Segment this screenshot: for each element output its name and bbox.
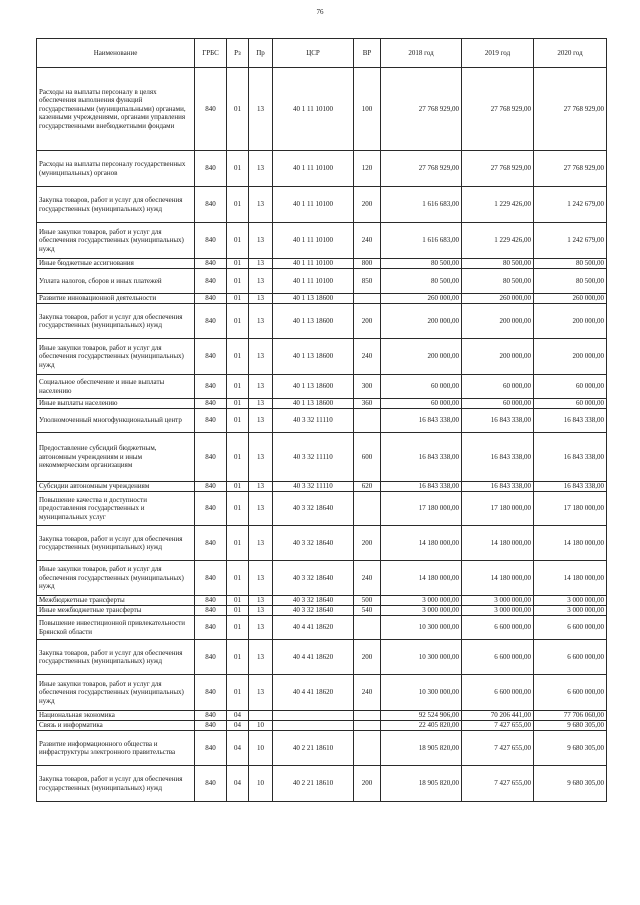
- cell-grbs: 840: [195, 482, 227, 492]
- cell-2020: 14 180 000,00: [534, 526, 607, 561]
- cell-vr: 600: [354, 433, 381, 482]
- cell-2018: 200 000,00: [381, 339, 462, 375]
- cell-name: Связь и информатика: [37, 721, 195, 731]
- cell-pr: 10: [249, 766, 273, 802]
- cell-2018: 16 843 338,00: [381, 433, 462, 482]
- cell-rz: 01: [227, 294, 249, 304]
- cell-name: Иные бюджетные ассигнования: [37, 259, 195, 269]
- cell-2019: 16 843 338,00: [462, 433, 534, 482]
- cell-2018: 27 768 929,00: [381, 151, 462, 187]
- cell-pr: 13: [249, 675, 273, 711]
- cell-csr: 40 1 13 18600: [273, 375, 354, 399]
- cell-vr: 850: [354, 269, 381, 294]
- cell-pr: 13: [249, 492, 273, 526]
- cell-grbs: 840: [195, 721, 227, 731]
- cell-csr: 40 1 13 18600: [273, 399, 354, 409]
- cell-csr: 40 2 21 18610: [273, 766, 354, 802]
- cell-2019: 80 500,00: [462, 259, 534, 269]
- table-body: [37, 68, 607, 802]
- cell-2019: 60 000,00: [462, 399, 534, 409]
- cell-2018: 10 300 000,00: [381, 640, 462, 675]
- cell-vr: 200: [354, 766, 381, 802]
- cell-2019: 27 768 929,00: [462, 151, 534, 187]
- cell-csr: 40 4 41 18620: [273, 640, 354, 675]
- cell-rz: 01: [227, 526, 249, 561]
- cell-csr: 40 1 11 10100: [273, 151, 354, 187]
- cell-rz: 01: [227, 375, 249, 399]
- cell-csr: 40 1 11 10100: [273, 187, 354, 223]
- cell-grbs: 840: [195, 375, 227, 399]
- cell-name: Закупка товаров, работ и услуг для обеспечения государственных (муниципальных) нужд: [37, 187, 195, 223]
- cell-name: Расходы на выплаты персоналу государственных (муниципальных) органов: [37, 151, 195, 187]
- cell-2018: 10 300 000,00: [381, 675, 462, 711]
- cell-name: Национальная экономика: [37, 711, 195, 721]
- cell-2019: 1 229 426,00: [462, 223, 534, 259]
- cell-rz: 01: [227, 68, 249, 151]
- cell-2020: 60 000,00: [534, 375, 607, 399]
- cell-2019: 27 768 929,00: [462, 68, 534, 151]
- cell-vr: [354, 616, 381, 640]
- cell-grbs: 840: [195, 433, 227, 482]
- table-row: [37, 269, 607, 294]
- cell-pr: 13: [249, 526, 273, 561]
- cell-grbs: 840: [195, 399, 227, 409]
- cell-2020: 1 242 679,00: [534, 187, 607, 223]
- cell-name: Социальное обеспечение и иные выплаты населению: [37, 375, 195, 399]
- cell-pr: 13: [249, 304, 273, 339]
- header-rz: Рз: [227, 39, 249, 68]
- cell-name: Повышение качества и доступности предоставления государственных и муниципальных услуг: [37, 492, 195, 526]
- cell-2020: 260 000,00: [534, 294, 607, 304]
- cell-vr: 240: [354, 223, 381, 259]
- cell-vr: 200: [354, 526, 381, 561]
- table-row: [37, 492, 607, 526]
- cell-grbs: 840: [195, 606, 227, 616]
- header-2019: 2019 год: [462, 39, 534, 68]
- cell-pr: 13: [249, 606, 273, 616]
- cell-vr: 800: [354, 259, 381, 269]
- cell-2018: 60 000,00: [381, 399, 462, 409]
- cell-pr: 13: [249, 339, 273, 375]
- cell-name: Закупка товаров, работ и услуг для обеспечения государственных (муниципальных) нужд: [37, 304, 195, 339]
- cell-csr: 40 4 41 18620: [273, 616, 354, 640]
- table-row: [37, 151, 607, 187]
- table-row: [37, 561, 607, 596]
- cell-rz: 04: [227, 731, 249, 766]
- cell-rz: 01: [227, 675, 249, 711]
- cell-pr: 13: [249, 151, 273, 187]
- table-row: [37, 721, 607, 731]
- table-row: [37, 526, 607, 561]
- cell-grbs: 840: [195, 596, 227, 606]
- header-2018: 2018 год: [381, 39, 462, 68]
- cell-vr: 300: [354, 375, 381, 399]
- cell-2018: 22 405 820,00: [381, 721, 462, 731]
- cell-pr: 13: [249, 68, 273, 151]
- cell-2019: 60 000,00: [462, 375, 534, 399]
- cell-pr: 10: [249, 721, 273, 731]
- cell-name: Закупка товаров, работ и услуг для обеспечения государственных (муниципальных) нужд: [37, 526, 195, 561]
- cell-pr: 13: [249, 269, 273, 294]
- cell-name: Иные закупки товаров, работ и услуг для обеспечения государственных (муниципальных) нужд: [37, 675, 195, 711]
- cell-csr: 40 3 32 18640: [273, 596, 354, 606]
- table-row: [37, 187, 607, 223]
- cell-vr: 240: [354, 561, 381, 596]
- table-row: [37, 640, 607, 675]
- cell-rz: 01: [227, 259, 249, 269]
- cell-grbs: 840: [195, 640, 227, 675]
- cell-2020: 200 000,00: [534, 304, 607, 339]
- cell-2018: 27 768 929,00: [381, 68, 462, 151]
- cell-pr: [249, 711, 273, 721]
- cell-pr: 13: [249, 616, 273, 640]
- cell-name: Межбюджетные трансферты: [37, 596, 195, 606]
- cell-2019: 6 600 000,00: [462, 640, 534, 675]
- cell-2020: 17 180 000,00: [534, 492, 607, 526]
- cell-2020: 80 500,00: [534, 259, 607, 269]
- table-row: [37, 675, 607, 711]
- cell-name: Закупка товаров, работ и услуг для обеспечения государственных (муниципальных) нужд: [37, 640, 195, 675]
- cell-grbs: 840: [195, 526, 227, 561]
- cell-2020: 16 843 338,00: [534, 482, 607, 492]
- cell-2018: 10 300 000,00: [381, 616, 462, 640]
- cell-grbs: 840: [195, 409, 227, 433]
- cell-2019: 14 180 000,00: [462, 561, 534, 596]
- table-row: [37, 482, 607, 492]
- cell-rz: 01: [227, 339, 249, 375]
- cell-rz: 01: [227, 596, 249, 606]
- cell-pr: 13: [249, 399, 273, 409]
- table-row: [37, 304, 607, 339]
- cell-2018: 80 500,00: [381, 259, 462, 269]
- cell-name: Развитие информационного общества и инфраструктуры электронного правительства: [37, 731, 195, 766]
- cell-2018: 200 000,00: [381, 304, 462, 339]
- cell-csr: 40 1 11 10100: [273, 223, 354, 259]
- cell-2018: 16 843 338,00: [381, 409, 462, 433]
- cell-grbs: 840: [195, 616, 227, 640]
- cell-pr: 13: [249, 187, 273, 223]
- cell-vr: 620: [354, 482, 381, 492]
- table-row: [37, 596, 607, 606]
- cell-grbs: 840: [195, 151, 227, 187]
- cell-csr: 40 3 32 18640: [273, 492, 354, 526]
- cell-pr: 13: [249, 223, 273, 259]
- cell-2019: 16 843 338,00: [462, 409, 534, 433]
- cell-2018: 80 500,00: [381, 269, 462, 294]
- header-csr: ЦСР: [273, 39, 354, 68]
- cell-grbs: 840: [195, 68, 227, 151]
- cell-2018: 1 616 683,00: [381, 223, 462, 259]
- cell-2020: 80 500,00: [534, 269, 607, 294]
- cell-pr: 13: [249, 640, 273, 675]
- cell-2019: 3 000 000,00: [462, 606, 534, 616]
- cell-vr: 240: [354, 339, 381, 375]
- cell-pr: 13: [249, 375, 273, 399]
- cell-vr: 200: [354, 640, 381, 675]
- cell-rz: 01: [227, 409, 249, 433]
- cell-2020: 6 600 000,00: [534, 675, 607, 711]
- table-row: [37, 766, 607, 802]
- cell-2019: 7 427 655,00: [462, 766, 534, 802]
- header-grbs: ГРБС: [195, 39, 227, 68]
- cell-csr: 40 1 13 18600: [273, 294, 354, 304]
- cell-csr: 40 2 21 18610: [273, 731, 354, 766]
- cell-csr: 40 1 13 18600: [273, 304, 354, 339]
- table-row: [37, 409, 607, 433]
- cell-rz: 01: [227, 616, 249, 640]
- cell-grbs: 840: [195, 731, 227, 766]
- cell-rz: 01: [227, 399, 249, 409]
- cell-rz: 01: [227, 561, 249, 596]
- cell-csr: [273, 711, 354, 721]
- cell-pr: 13: [249, 433, 273, 482]
- cell-grbs: 840: [195, 339, 227, 375]
- cell-rz: 01: [227, 492, 249, 526]
- table-row: [37, 711, 607, 721]
- cell-2020: 16 843 338,00: [534, 409, 607, 433]
- cell-vr: 240: [354, 675, 381, 711]
- cell-pr: 13: [249, 409, 273, 433]
- cell-name: Иные выплаты населению: [37, 399, 195, 409]
- cell-grbs: 840: [195, 269, 227, 294]
- cell-vr: 100: [354, 68, 381, 151]
- cell-2018: 16 843 338,00: [381, 482, 462, 492]
- cell-rz: 01: [227, 187, 249, 223]
- cell-vr: [354, 711, 381, 721]
- cell-csr: 40 1 11 10100: [273, 269, 354, 294]
- cell-2019: 14 180 000,00: [462, 526, 534, 561]
- cell-2019: 6 600 000,00: [462, 616, 534, 640]
- cell-rz: 01: [227, 482, 249, 492]
- cell-2019: 3 000 000,00: [462, 596, 534, 606]
- cell-2020: 27 768 929,00: [534, 68, 607, 151]
- table-row: [37, 223, 607, 259]
- cell-name: Иные закупки товаров, работ и услуг для обеспечения государственных (муниципальных) нужд: [37, 339, 195, 375]
- cell-2020: 77 706 060,00: [534, 711, 607, 721]
- table-row: [37, 68, 607, 151]
- cell-2020: 6 600 000,00: [534, 616, 607, 640]
- cell-csr: 40 4 41 18620: [273, 675, 354, 711]
- cell-2020: 16 843 338,00: [534, 433, 607, 482]
- cell-2020: 14 180 000,00: [534, 561, 607, 596]
- cell-grbs: 840: [195, 187, 227, 223]
- cell-name: Уплата налогов, сборов и иных платежей: [37, 269, 195, 294]
- cell-name: Иные закупки товаров, работ и услуг для обеспечения государственных (муниципальных) нужд: [37, 223, 195, 259]
- cell-2020: 3 000 000,00: [534, 606, 607, 616]
- cell-2020: 9 680 305,00: [534, 731, 607, 766]
- cell-name: Уполномоченный многофункциональный центр: [37, 409, 195, 433]
- cell-grbs: 840: [195, 294, 227, 304]
- cell-csr: 40 3 32 11110: [273, 482, 354, 492]
- header-pr: Пр: [249, 39, 273, 68]
- cell-pr: 13: [249, 482, 273, 492]
- cell-name: Иные межбюджетные трансферты: [37, 606, 195, 616]
- table-row: [37, 399, 607, 409]
- cell-2018: 60 000,00: [381, 375, 462, 399]
- cell-2019: 7 427 655,00: [462, 731, 534, 766]
- cell-grbs: 840: [195, 711, 227, 721]
- cell-grbs: 840: [195, 492, 227, 526]
- table-row: [37, 339, 607, 375]
- cell-rz: 04: [227, 721, 249, 731]
- cell-pr: 10: [249, 731, 273, 766]
- cell-grbs: 840: [195, 675, 227, 711]
- cell-csr: 40 3 32 11110: [273, 433, 354, 482]
- cell-name: Развитие инновационной деятельности: [37, 294, 195, 304]
- cell-rz: 01: [227, 151, 249, 187]
- cell-2020: 6 600 000,00: [534, 640, 607, 675]
- table-row: [37, 433, 607, 482]
- table-row: [37, 731, 607, 766]
- cell-2019: 200 000,00: [462, 304, 534, 339]
- cell-pr: 13: [249, 596, 273, 606]
- cell-2019: 16 843 338,00: [462, 482, 534, 492]
- cell-rz: 01: [227, 223, 249, 259]
- cell-csr: 40 1 13 18600: [273, 339, 354, 375]
- cell-2018: 18 905 820,00: [381, 731, 462, 766]
- cell-pr: 13: [249, 561, 273, 596]
- cell-2019: 70 206 441,00: [462, 711, 534, 721]
- cell-vr: 200: [354, 304, 381, 339]
- cell-2020: 9 680 305,00: [534, 766, 607, 802]
- header-name: Наименование: [37, 39, 195, 68]
- table-row: [37, 375, 607, 399]
- cell-2019: 260 000,00: [462, 294, 534, 304]
- cell-rz: 01: [227, 269, 249, 294]
- cell-grbs: 840: [195, 223, 227, 259]
- cell-2018: 3 000 000,00: [381, 606, 462, 616]
- cell-rz: 01: [227, 433, 249, 482]
- cell-name: Субсидии автономным учреждениям: [37, 482, 195, 492]
- cell-grbs: 840: [195, 766, 227, 802]
- cell-vr: 360: [354, 399, 381, 409]
- cell-name: Закупка товаров, работ и услуг для обеспечения государственных (муниципальных) нужд: [37, 766, 195, 802]
- cell-2020: 9 680 305,00: [534, 721, 607, 731]
- cell-vr: [354, 409, 381, 433]
- cell-2019: 1 229 426,00: [462, 187, 534, 223]
- cell-name: Расходы на выплаты персоналу в целях обеспечения выполнения функций государственными (муниципальными) органами, казенными учреждениями, органами управления государственными внебюджетными фондами: [37, 68, 195, 151]
- cell-csr: [273, 721, 354, 731]
- cell-2018: 14 180 000,00: [381, 526, 462, 561]
- cell-grbs: 840: [195, 259, 227, 269]
- cell-2019: 7 427 655,00: [462, 721, 534, 731]
- cell-vr: [354, 492, 381, 526]
- cell-2020: 27 768 929,00: [534, 151, 607, 187]
- cell-rz: 01: [227, 606, 249, 616]
- cell-2019: 200 000,00: [462, 339, 534, 375]
- cell-2020: 60 000,00: [534, 399, 607, 409]
- page-number: 76: [316, 8, 324, 16]
- cell-vr: 540: [354, 606, 381, 616]
- cell-csr: 40 3 32 18640: [273, 561, 354, 596]
- cell-vr: [354, 721, 381, 731]
- table-header-row: [37, 39, 607, 68]
- cell-csr: 40 1 11 10100: [273, 259, 354, 269]
- cell-name: Предоставление субсидий бюджетным, автономным учреждениям и иным некоммерческим организациям: [37, 433, 195, 482]
- cell-name: Иные закупки товаров, работ и услуг для обеспечения государственных (муниципальных) нужд: [37, 561, 195, 596]
- cell-2018: 18 905 820,00: [381, 766, 462, 802]
- cell-2018: 3 000 000,00: [381, 596, 462, 606]
- header-2020: 2020 год: [534, 39, 607, 68]
- cell-2018: 92 524 906,00: [381, 711, 462, 721]
- cell-rz: 01: [227, 640, 249, 675]
- cell-csr: 40 3 32 11110: [273, 409, 354, 433]
- cell-2018: 1 616 683,00: [381, 187, 462, 223]
- table-row: [37, 294, 607, 304]
- cell-pr: 13: [249, 259, 273, 269]
- cell-2018: 14 180 000,00: [381, 561, 462, 596]
- cell-2019: 80 500,00: [462, 269, 534, 294]
- table-row: [37, 616, 607, 640]
- cell-2018: 17 180 000,00: [381, 492, 462, 526]
- cell-grbs: 840: [195, 561, 227, 596]
- cell-vr: 500: [354, 596, 381, 606]
- cell-vr: 120: [354, 151, 381, 187]
- cell-grbs: 840: [195, 304, 227, 339]
- cell-2020: 1 242 679,00: [534, 223, 607, 259]
- cell-2020: 200 000,00: [534, 339, 607, 375]
- cell-2020: 3 000 000,00: [534, 596, 607, 606]
- cell-vr: [354, 731, 381, 766]
- cell-vr: [354, 294, 381, 304]
- cell-vr: 200: [354, 187, 381, 223]
- cell-name: Повышение инвестиционной привлекательности Брянской области: [37, 616, 195, 640]
- cell-csr: 40 3 32 18640: [273, 606, 354, 616]
- budget-table: [36, 38, 607, 802]
- cell-csr: 40 1 11 10100: [273, 68, 354, 151]
- cell-rz: 01: [227, 304, 249, 339]
- cell-2019: 17 180 000,00: [462, 492, 534, 526]
- table-row: [37, 259, 607, 269]
- cell-2019: 6 600 000,00: [462, 675, 534, 711]
- cell-2018: 260 000,00: [381, 294, 462, 304]
- cell-csr: 40 3 32 18640: [273, 526, 354, 561]
- cell-rz: 04: [227, 766, 249, 802]
- cell-rz: 04: [227, 711, 249, 721]
- header-vr: ВР: [354, 39, 381, 68]
- table-row: [37, 606, 607, 616]
- cell-pr: 13: [249, 294, 273, 304]
